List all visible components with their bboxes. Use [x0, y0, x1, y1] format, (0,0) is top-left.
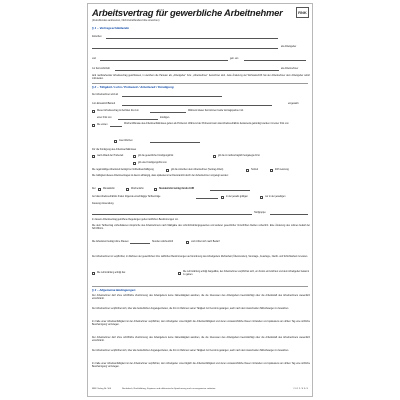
fixed-term-notice-label: Während dieser Zeit können beide Vertragspartner mit [188, 110, 244, 112]
custom-notice-checkbox[interactable] [133, 162, 136, 165]
notice-title: Für die Kündigung des Arbeitsverhältnisses [92, 149, 137, 151]
precedence-note: In diesem Arbeitsvertrag getroffene Regelungen gehen tariflichen Bestimmungen vor. [92, 219, 179, 221]
fulltime-label: gilt die zwischen dem Arbeitnehmer (Vertrag Arbeit) [171, 169, 224, 171]
sick-leave-paragraph: Im Falle einer Arbeitsunfähigkeit ist der Arbeitnehmer verpflichtet, dem Arbeitgeber unverzüglich die Arbeitsunfähigkeit und deren voraussichtliche Dauer mitzuteilen und spätestens am dritten Tag eine ärztliche Bescheinigung vorzulegen. [92, 321, 310, 326]
hours-weekly-label: Stunden wöchentlich [152, 241, 174, 243]
specific-version-label: nur in der jeweiligen [265, 196, 286, 198]
notice-period-label: einer Frist von [97, 117, 112, 119]
section-divider [92, 286, 308, 287]
as-needed-label: und richtet sich nach Bedarf [191, 241, 220, 243]
employee-address-field[interactable] [115, 70, 279, 71]
pay-type-prefix: Der [92, 188, 96, 190]
between-label: Zwischen [92, 36, 102, 38]
instruction-text: (Zutreffendes ankreuzen, Nichtzutreffendes bitte streichen) [92, 19, 160, 22]
form-code: 2 0 1 2 / 0 3 / 0 [293, 388, 308, 390]
section-heading-work: § 2 – Tätigkeit / Lohn / Probezeit / Arbeitszeit / Kündigung [92, 85, 174, 89]
statutory-notice-checkbox[interactable] [133, 155, 136, 158]
fixed-term-date-field[interactable] [150, 112, 186, 113]
two-weeks-label: zwei Wochen [119, 140, 133, 142]
monthly-pay-label: Monatslohn [103, 188, 115, 190]
working-hours-label: Die Arbeitszeit beträgt ohne Pausen [92, 241, 129, 243]
performance-checkbox[interactable] [270, 169, 273, 172]
page-title: Arbeitsvertrag für gewerbliche Arbeitnehmer [92, 7, 283, 18]
probation-length-field[interactable] [110, 126, 122, 127]
weekly-pay-checkbox[interactable] [126, 188, 129, 191]
tariff-notice-checkbox[interactable] [213, 155, 216, 158]
birthdate-field[interactable] [244, 60, 306, 61]
weekly-pay-label: Wochenlohn [131, 188, 144, 190]
fixed-term-checkbox[interactable] [92, 110, 95, 113]
tariff-details-field[interactable] [92, 214, 252, 215]
as-needed-checkbox[interactable] [186, 241, 189, 244]
birthdate-label: geb. am [230, 58, 239, 60]
probation-checkbox[interactable] [92, 124, 95, 127]
notice-period-field[interactable] [118, 119, 158, 120]
confidentiality-paragraph: Der Arbeitnehmer verpflichtet sich, über alle betrieblichen Angelegenheiten, die ihm im Rahmen seiner Tätigkeit zur Kenntnis gelangen, auch nach dem Ausscheiden Stillschweigen zu bewahren. [92, 308, 289, 310]
current-version-checkbox[interactable] [221, 196, 224, 199]
tariff-group-label: Tarifgruppe: [254, 212, 267, 214]
tariff-agreement-field[interactable] [196, 198, 218, 199]
employer-address-field[interactable] [92, 48, 278, 49]
overtime-paragraph: Der Arbeitnehmer ist verpflichtet, im Rahmen der gesetzlichen bzw. tariflichen Bestimmungen auf Anordnung des Arbeitgebers Mehrarbeit (Überstunden), Sonntags-, Feiertags-, Nacht- und Schichtarbeit zu leisten. [92, 256, 308, 258]
location-label: zum Einsatzort/Betrieb [92, 103, 116, 105]
section-heading-parties: § 1 – Vertragsschließende [92, 26, 129, 30]
cashless-payment-checkbox[interactable] [178, 272, 181, 275]
two-weeks-checkbox[interactable] [114, 140, 117, 143]
start-date-field[interactable] [122, 96, 222, 97]
section-heading-general: § 3 – Allgemeine Bedingungen [92, 288, 136, 292]
version-label: Fassung Anwendung. [92, 203, 115, 205]
employer-role-label: als Arbeitgeber [281, 46, 297, 48]
working-hours-field[interactable] [130, 243, 150, 244]
specific-version-checkbox[interactable] [260, 196, 263, 199]
fixed-term-label: Dieser Arbeitsvertrag ist befristet bis zum [97, 110, 139, 112]
employee-name-field[interactable] [100, 60, 228, 61]
probation-prefix: Die ersten [97, 124, 108, 126]
general-paragraph-continued-3: Im Falle einer Arbeitsunfähigkeit ist der Arbeitnehmer verpflichtet, dem Arbeitgeber unverzüglich die Arbeitsunfähigkeit und deren voraussichtliche Dauer mitzuteilen und spätestens am dritten Tag eine ärztliche Bescheinigung vorzulegen. [92, 363, 310, 368]
probation-notice-field[interactable] [150, 142, 200, 143]
location-field[interactable] [122, 105, 272, 106]
cash-payment-label: Die Lohnzahlung erfolgt bar. [97, 272, 126, 274]
hourly-pay-label: Stundenlohn beträgt brutto EUR [159, 188, 195, 190]
publisher-logo: RNK [296, 7, 309, 18]
page-footer [92, 388, 308, 393]
statutory-notice-label: gilt die gesetzliche Kündigungsfrist [138, 155, 174, 157]
performance-label: 40/h Leistung [275, 169, 289, 171]
after-probation-label: nach Ablauf der Probezeit [97, 155, 124, 157]
employee-role-label: als Arbeitnehmer [281, 68, 299, 70]
employed-as-label: eingestellt. [288, 103, 299, 105]
cashless-payment-text: Die Lohnzahlung erfolgt bargeldlos, der Arbeitnehmer verpflichtet sich, ein Konto einzurichten und dem Arbeitgeber bekannt zu geben. [183, 271, 309, 276]
tariff-group-field[interactable] [270, 214, 308, 215]
general-paragraph-continued: Der Arbeitnehmer darf ohne schriftliche Zustimmung des Arbeitgebers keine Nebentätigkeit ausüben, die die Interessen des Arbeitgebers beeinträchtigt oder die Arbeitskraft des Arbeitnehmers wesentlich einschränkt. [92, 337, 310, 342]
employer-name-field[interactable] [106, 38, 278, 39]
tariff-notice-label: gilt die im tarifvertraglich festgelegte Frist [218, 155, 260, 157]
parttime-checkbox[interactable] [246, 169, 249, 172]
resident-label: zur Zeit wohnhaft [92, 68, 110, 70]
continued-pay-paragraph: Die dem Tarifvertrag vorbehaltenen Ansprüche des Arbeitnehmers nach Maßgabe des Lohnfortzahlungsgesetzes und anderer gesetzlicher Vorschriften bleiben unberührt. Eine Änderung des Lohnes bedarf der Schriftform. [92, 225, 310, 230]
section-divider [92, 83, 308, 84]
probation-text: Wochen/Monate des Arbeitsverhältnisses gelten als Probezeit. Während der Probezeit kann das Arbeitsverhältnis beiderseits gekündigt werden mit einer Frist von [124, 123, 289, 125]
monthly-pay-checkbox[interactable] [98, 188, 101, 191]
custom-notice-label: gilt eine Kündigungsfrist von [138, 162, 167, 164]
pay-amount-field[interactable] [210, 190, 250, 191]
and-label: und [92, 58, 96, 60]
terminate-label: kündigen. [160, 117, 170, 119]
fulltime-checkbox[interactable] [166, 169, 169, 172]
contract-form-page [87, 3, 313, 397]
validity-paragraph: Die Gültigkeit dieses Arbeitsvertrages ist davon abhängig, dass spätestens bei Dienstantritt durch den Arbeitnehmer vorgelegt werden: [92, 175, 229, 177]
parttime-label: Teilzeit [251, 169, 259, 171]
after-probation-checkbox[interactable] [92, 155, 95, 158]
side-job-paragraph: Der Arbeitnehmer darf ohne schriftliche Zustimmung des Arbeitgebers keine Nebentätigkeit ausüben, die die Interessen des Arbeitgebers beeinträchtigt oder die Arbeitskraft des Arbeitnehmers wesentlich einschränkt. [92, 295, 310, 300]
tariff-agreement-label: Auf das Arbeitsverhältnis finden folgende einschlägige Tarifverträge [92, 196, 161, 198]
cash-payment-checkbox[interactable] [92, 272, 95, 275]
copyright-note: Nachdruck, Nachbildung, Kopieren und elektronische Speicherung auch auszugsweise verboten. [122, 388, 216, 390]
general-paragraph-continued-2: Der Arbeitnehmer verpflichtet sich, über alle betrieblichen Angelegenheiten, die ihm im Rahmen seiner Tätigkeit zur Kenntnis gelangen, auch nach dem Ausscheiden Stillschweigen zu bewahren. [92, 350, 289, 352]
hourly-pay-checkbox[interactable] [154, 188, 157, 191]
begins-label: Der Arbeitnehmer wird ab [92, 94, 119, 96]
publisher-number: RNK Verlag Nr. 500 [92, 388, 112, 390]
hours-label: Die regelmäßige Arbeitszeit beträgt bei Vollzeitbeschäftigung [92, 169, 154, 171]
current-version-label: in der jeweils gültigen [226, 196, 248, 198]
intro-paragraph: wird nachstehender Arbeitsvertrag geschlossen, in welchem die Parteien als „Arbeitgeber“ bzw. „Arbeitnehmer“ bezeichnet sind. Jede Änderung der Wohnanschrift hat der Arbeitnehmer dem Arbeitgeber sofort mitzuteilen. [92, 75, 310, 80]
